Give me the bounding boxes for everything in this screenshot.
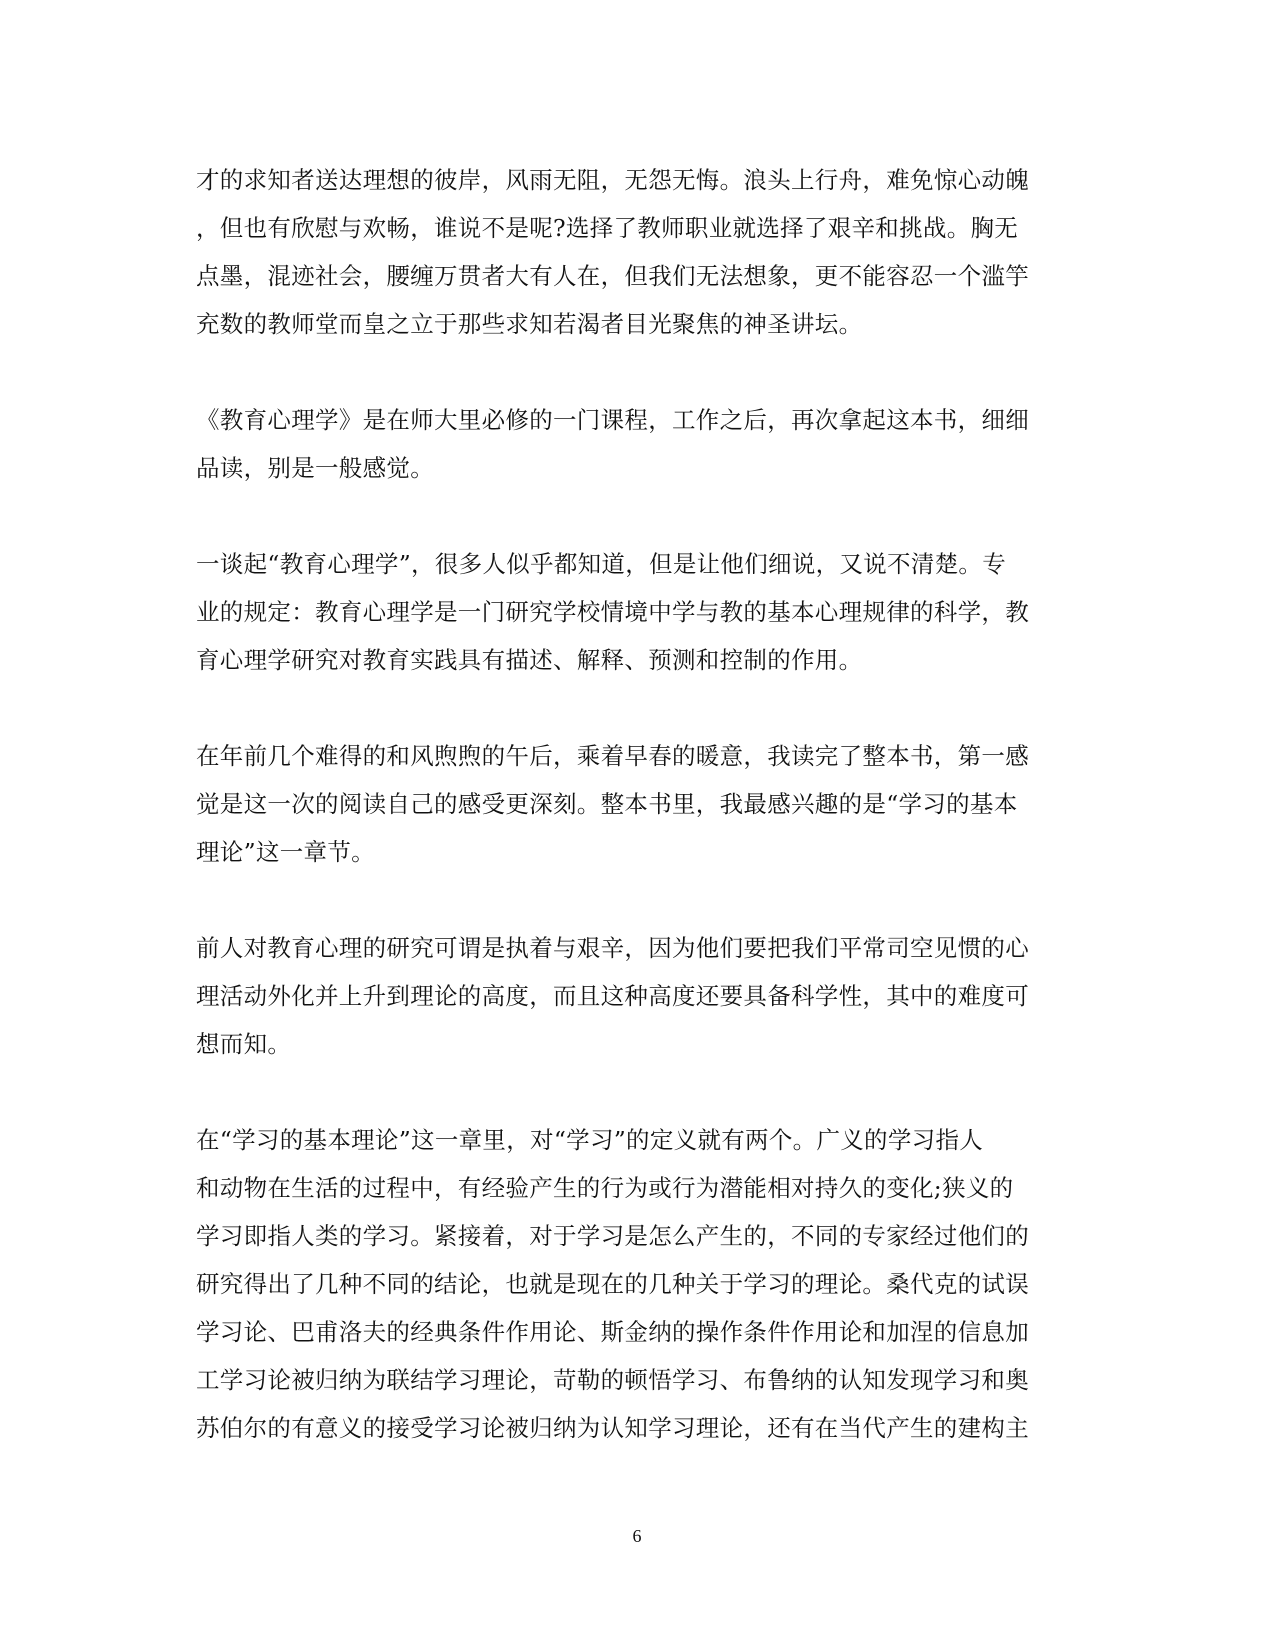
- paragraph: [196, 156, 1076, 348]
- text-line: 理论”这一章节。: [196, 838, 375, 866]
- text-line: 和动物在生活的过程中，有经验产生的行为或行为潜能相对持久的变化;狭义的: [196, 1174, 1014, 1202]
- text-line: 学习论、巴甫洛夫的经典条件作用论、斯金纳的操作条件作用论和加涅的信息加: [196, 1318, 1029, 1346]
- text-line: 充数的教师堂而皇之立于那些求知若渴者目光聚焦的神圣讲坛。: [196, 310, 863, 338]
- paragraph: [196, 924, 1076, 1068]
- paragraph: [196, 1116, 1076, 1452]
- text-line: 理活动外化并上升到理论的高度，而且这种高度还要具备科学性，其中的难度可: [196, 982, 1029, 1010]
- paragraph: [196, 396, 1076, 492]
- text-line: 学习即指人类的学习。紧接着，对于学习是怎么产生的，不同的专家经过他们的: [196, 1222, 1029, 1250]
- text-line: 想而知。: [196, 1030, 292, 1058]
- text-line: 业的规定：教育心理学是一门研究学校情境中学与教的基本心理规律的科学，教: [196, 598, 1029, 626]
- page-number: 6: [632, 1526, 642, 1546]
- body-text: [196, 156, 1076, 1500]
- text-line: 育心理学研究对教育实践具有描述、解释、预测和控制的作用。: [196, 646, 863, 674]
- text-line: 一谈起“教育心理学”，很多人似乎都知道，但是让他们细说，又说不清楚。专: [196, 550, 1007, 578]
- text-line: 工学习论被归纳为联结学习理论，苛勒的顿悟学习、布鲁纳的认知发现学习和奥: [196, 1366, 1029, 1394]
- paragraph: [196, 540, 1076, 684]
- text-line: 品读，别是一般感觉。: [196, 454, 434, 482]
- text-line: 在“学习的基本理论”这一章里，对“学习”的定义就有两个。广义的学习指人: [196, 1126, 984, 1154]
- text-line: 前人对教育心理的研究可谓是执着与艰辛，因为他们要把我们平常司空见惯的心: [196, 934, 1029, 962]
- paragraph: [196, 732, 1076, 876]
- text-line: 觉是这一次的阅读自己的感受更深刻。整本书里，我最感兴趣的是“学习的基本: [196, 790, 1018, 818]
- text-line: 苏伯尔的有意义的接受学习论被归纳为认知学习理论，还有在当代产生的建构主: [196, 1414, 1029, 1442]
- text-line: 点墨，混迹社会，腰缠万贯者大有人在，但我们无法想象，更不能容忍一个滥竽: [196, 262, 1029, 290]
- text-line: 《教育心理学》是在师大里必修的一门课程，工作之后，再次拿起这本书，细细: [196, 406, 1029, 434]
- text-line: ，但也有欣慰与欢畅，谁说不是呢?选择了教师职业就选择了艰辛和挑战。胸无: [196, 214, 1019, 242]
- text-line: 在年前几个难得的和风煦煦的午后，乘着早春的暖意，我读完了整本书，第一感: [196, 742, 1029, 770]
- text-line: 研究得出了几种不同的结论，也就是现在的几种关于学习的理论。桑代克的试误: [196, 1270, 1029, 1298]
- text-line: 才的求知者送达理想的彼岸，风雨无阻，无怨无悔。浪头上行舟，难免惊心动魄: [196, 166, 1029, 194]
